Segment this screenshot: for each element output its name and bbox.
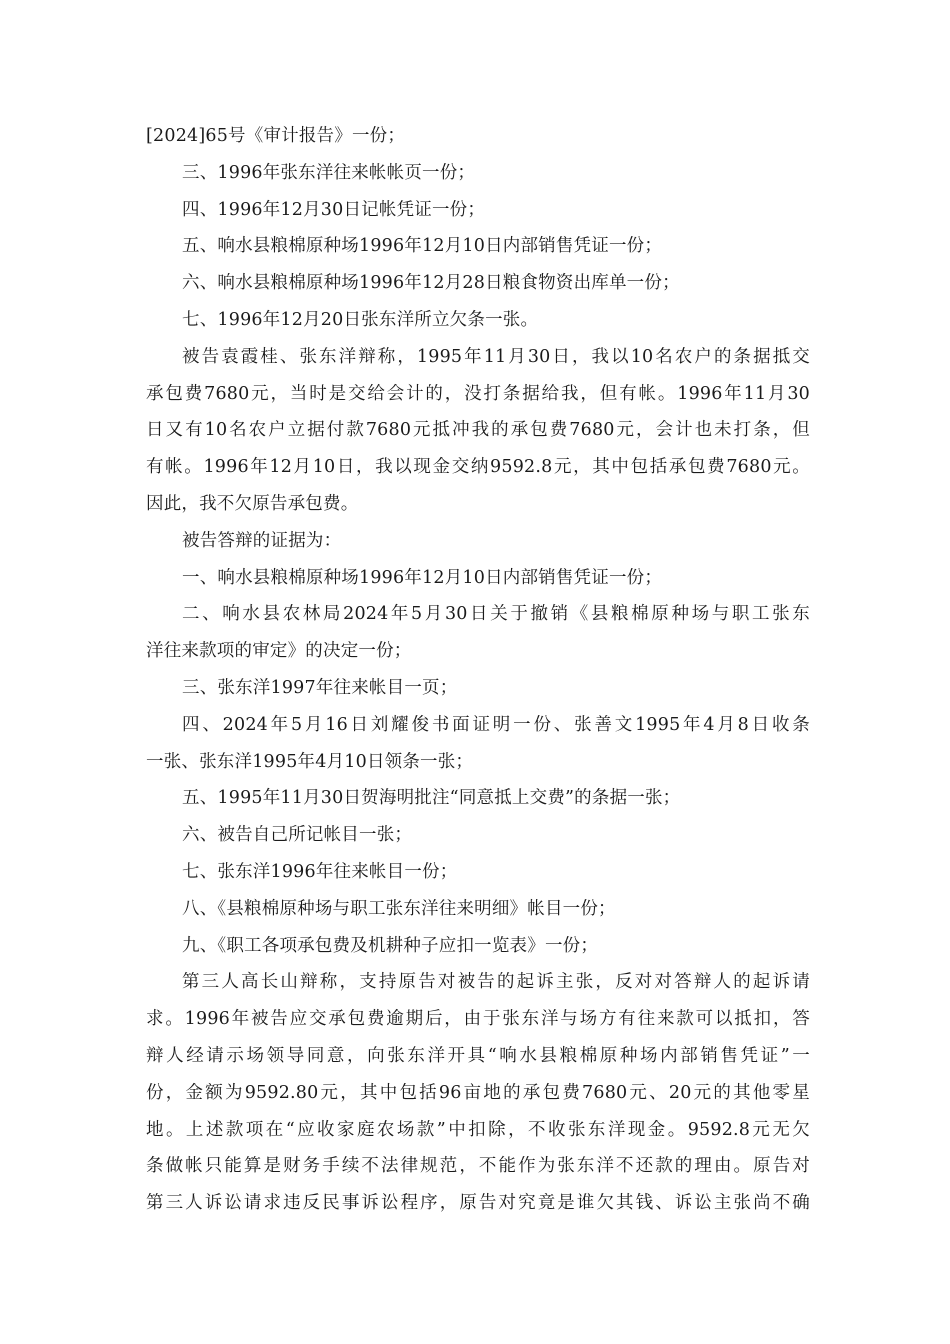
text-line: 四、2024年5月16日刘耀俊书面证明一份、张善文1995年4月8日收条 <box>182 714 810 735</box>
text-line: 有帐。1996年12月10日，我以现金交纳9592.8元，其中包括承包费7680元。 <box>146 457 810 478</box>
text-line: 七、1996年12月20日张东洋所立欠条一张。 <box>182 309 539 330</box>
text-line: 七、张东洋1996年往来帐目一份； <box>182 861 458 882</box>
text-line: 一、响水县粮棉原种场1996年12月10日内部销售凭证一份； <box>182 567 663 588</box>
text-line: 六、被告自己所记帐目一张； <box>182 825 413 846</box>
document-page <box>146 118 810 1222</box>
text-line: 第三人高长山辩称，支持原告对被告的起诉主张，反对对答辩人的起诉请 <box>182 972 810 993</box>
text-line: 洋往来款项的审定》的决定一份； <box>146 641 412 662</box>
text-line: 六、响水县粮棉原种场1996年12月28日粮食物资出库单一份； <box>182 273 680 294</box>
text-line: 地。上述款项在“应收家庭农场款”中扣除，不收张东洋现金。9592.8元无欠 <box>146 1119 810 1140</box>
text-line: 辩人经请示场领导同意，向张东洋开具“响水县粮棉原种场内部销售凭证”一 <box>146 1045 810 1066</box>
text-line: 求。1996年被告应交承包费逾期后，由于张东洋与场方有往来款可以抵扣，答 <box>146 1009 810 1030</box>
text-line: 份，金额为9592.80元，其中包括96亩地的承包费7680元、20元的其他零星 <box>146 1082 810 1103</box>
text-line: 因此，我不欠原告承包费。 <box>146 493 359 514</box>
text-line: 条做帐只能算是财务手续不法律规范，不能作为张东洋不还款的理由。原告对 <box>146 1156 810 1177</box>
text-line: 五、响水县粮棉原种场1996年12月10日内部销售凭证一份； <box>182 236 663 257</box>
text-line: 九、《职工各项承包费及机耕种子应扣一览表》一份； <box>182 935 599 956</box>
text-line: 被告袁霞桂、张东洋辩称，1995年11月30日，我以10名农户的条据抵交 <box>182 346 810 367</box>
text-line: 三、1996年张东洋往来帐帐页一份； <box>182 162 476 183</box>
text-line: 被告答辩的证据为： <box>182 530 342 551</box>
text-line: 八、《县粮棉原种场与职工张东洋往来明细》帐目一份； <box>182 898 616 919</box>
text-line: 三、张东洋1997年往来帐目一页； <box>182 677 458 698</box>
text-line: [2024]65号《审计报告》一份； <box>146 126 406 146</box>
text-line: 第三人诉讼请求违反民事诉讼程序，原告对究竟是谁欠其钱、诉讼主张尚不确 <box>146 1193 810 1214</box>
text-line: 五、1995年11月30日贺海明批注“同意抵上交费”的条据一张； <box>182 788 681 809</box>
text-line: 一张、张东洋1995年4月10日领条一张； <box>146 751 474 772</box>
text-line: 承包费7680元，当时是交给会计的，没打条据给我，但有帐。1996年11月30 <box>146 383 810 404</box>
text-line: 二、响水县农林局2024年5月30日关于撤销《县粮棉原种场与职工张东 <box>182 604 810 625</box>
text-line: 四、1996年12月30日记帐凭证一份； <box>182 199 486 220</box>
text-line: 日又有10名农户立据付款7680元抵冲我的承包费7680元，会计也未打条，但 <box>146 420 810 441</box>
